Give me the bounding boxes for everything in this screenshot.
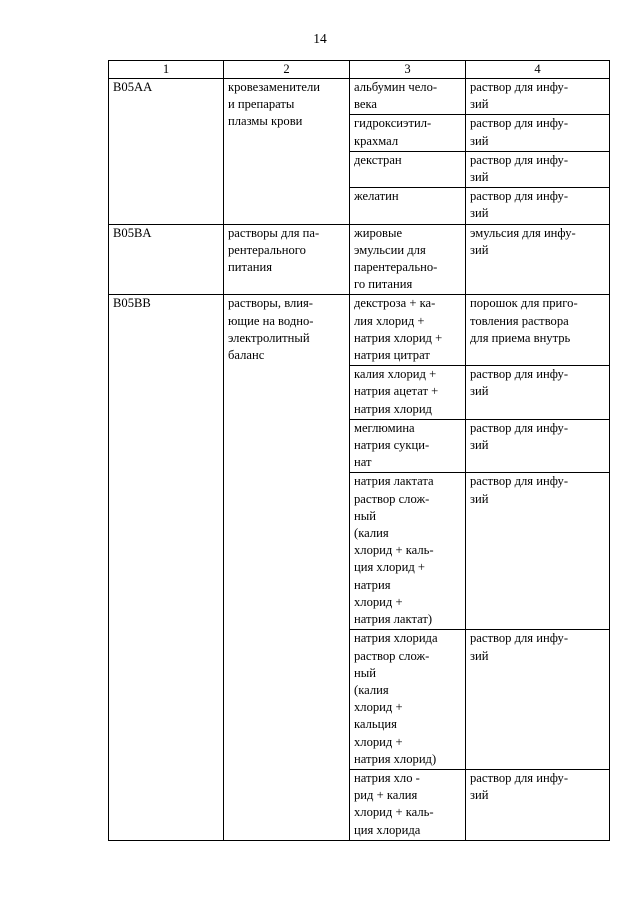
atc-code: B05BA	[113, 225, 152, 240]
column-header-3: 3	[350, 61, 466, 79]
substance-name: жировые эмульсии для парентерально- го питания	[354, 225, 438, 292]
dosage-form: раствор для инфу- зий	[470, 80, 569, 112]
atc-code-cell	[109, 79, 224, 225]
substance-name: натрия хлорида раствор слож- ный (калия хлорид + кальция хлорид + натрия хлорид)	[354, 631, 438, 766]
dosage-form-cell	[466, 295, 610, 366]
substance-cell	[350, 115, 466, 151]
dosage-form-cell	[466, 115, 610, 151]
column-header-2: 2	[224, 61, 350, 79]
substance-cell	[350, 366, 466, 420]
dosage-form: раствор для инфу- зий	[470, 152, 569, 185]
dosage-form: раствор для инфу- зий	[470, 116, 569, 148]
substance-name: декстроза + ка- лия хлорид + натрия хлорид + натрия цитрат	[354, 296, 443, 363]
substance-name: меглюмина натрия сукци- нат	[354, 420, 430, 470]
atc-code-cell	[109, 224, 224, 295]
substance-cell	[350, 151, 466, 187]
substance-cell	[350, 188, 466, 224]
group-name-cell	[224, 224, 350, 295]
column-header-1: 1	[109, 61, 224, 79]
group-name-cell	[224, 295, 350, 840]
dosage-form: порошок для приго- товления раствора для приема внутрь	[470, 296, 578, 345]
dosage-form: эмульсия для инфу- зий	[470, 225, 576, 257]
substance-cell	[350, 630, 466, 770]
table-body	[109, 79, 610, 841]
group-name-cell	[224, 79, 350, 225]
group-name: растворы, влия- ющие на водно- электролитный баланс	[228, 296, 314, 363]
dosage-form: раствор для инфу- зий	[470, 770, 569, 803]
dosage-form-cell	[466, 151, 610, 187]
dosage-form-cell	[466, 188, 610, 224]
table-row	[109, 79, 610, 115]
dosage-form: раствор для инфу- зий	[470, 631, 569, 663]
dosage-form-cell	[466, 366, 610, 420]
table-row	[109, 224, 610, 295]
dosage-form-cell	[466, 419, 610, 473]
substance-cell	[350, 419, 466, 473]
dosage-form-cell	[466, 224, 610, 295]
group-name: растворы для па- рентерального питания	[228, 225, 320, 275]
substance-name: альбумин чело- века	[354, 80, 438, 112]
substance-cell	[350, 295, 466, 366]
dosage-form-cell	[466, 769, 610, 840]
substance-name: натрия лактата раствор слож- ный (калия хлорид + каль- ция хлорид + натрия хлорид + натрия лактат)	[354, 474, 434, 627]
dosage-form: раствор для инфу- зий	[470, 474, 569, 506]
table-row	[109, 295, 610, 366]
dosage-form: раствор для инфу- зий	[470, 189, 569, 221]
atc-code: B05AA	[113, 80, 153, 94]
substance-name: желатин	[354, 189, 399, 204]
dosage-form-cell	[466, 473, 610, 630]
substance-name: натрия хло - рид + калия хлорид + каль- ция хлорида	[354, 770, 434, 837]
dosage-form-cell	[466, 79, 610, 115]
atc-code: B05BB	[113, 296, 151, 311]
table-header-row	[109, 61, 610, 79]
dosage-form: раствор для инфу- зий	[470, 367, 569, 399]
substance-name: гидроксиэтил- крахмал	[354, 116, 432, 148]
substance-cell	[350, 473, 466, 630]
substance-name: декстран	[354, 152, 402, 167]
substance-cell	[350, 769, 466, 840]
substance-name: калия хлорид + натрия ацетат + натрия хлорид	[354, 367, 439, 416]
atc-code-cell	[109, 295, 224, 840]
dosage-form-cell	[466, 630, 610, 770]
substance-cell	[350, 224, 466, 295]
substance-cell	[350, 79, 466, 115]
page-number: 14	[313, 31, 327, 46]
drug-table	[108, 60, 610, 841]
dosage-form: раствор для инфу- зий	[470, 420, 569, 453]
column-header-4: 4	[466, 61, 610, 79]
group-name: кровезаменители и препараты плазмы крови	[228, 80, 321, 129]
